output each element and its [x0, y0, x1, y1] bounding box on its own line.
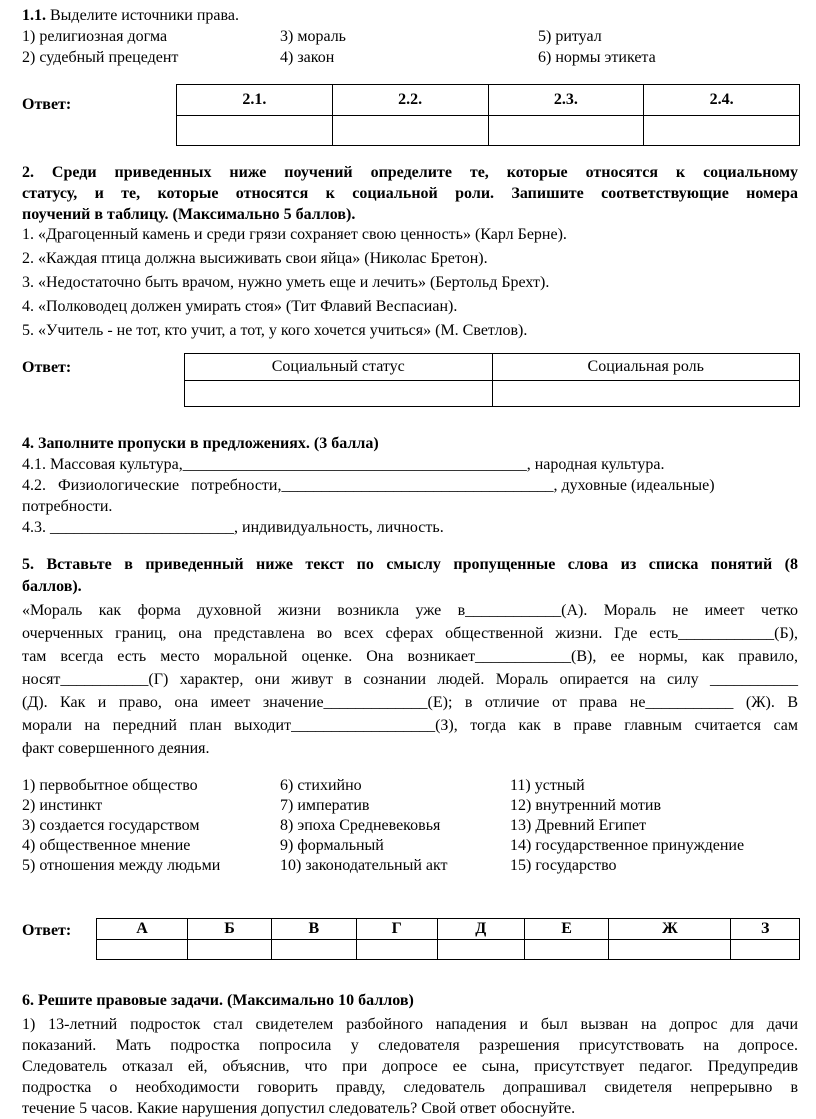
table3-cell[interactable] [97, 940, 188, 960]
q2-title: 2. Среди приведенных ниже поучений определите те, которые относятся к социальному статусу, и те, которые относятся к социальной роли. Запишите соответствующие номера поучений в таблицу. (Максимально 5 баллов). [22, 164, 798, 223]
q4-title: 4. Заполните пропуски в предложениях. (3 балла) [22, 435, 379, 452]
q5-option: 9) формальный [280, 837, 384, 854]
q5-option: 1) первобытное общество [22, 777, 198, 794]
q5-option: 13) Древний Египет [510, 817, 647, 834]
q5-option: 15) государство [510, 857, 617, 874]
q1-option: 1) религиозная догма [22, 28, 168, 45]
q4-section [22, 433, 798, 538]
table3-cell[interactable] [731, 940, 800, 960]
q5-option: 11) устный [510, 777, 585, 794]
q5-option: 2) инстинкт [22, 797, 103, 814]
table3-header: А [97, 919, 188, 940]
table1-cell[interactable] [177, 116, 333, 146]
table3-cell[interactable] [609, 940, 731, 960]
q6-title: 6. Решите правовые задачи. (Максимально 10 баллов) [22, 992, 414, 1009]
table1-cell[interactable] [332, 116, 488, 146]
table3-header: Ж [609, 919, 731, 940]
q2-item: 3. «Недостаточно быть врачом, нужно уметь еще и лечить» (Бертольд Брехт). [22, 274, 550, 291]
q2-item: 5. «Учитель - не тот, кто учит, а тот, у кого хочется учиться» (М. Светлов). [22, 322, 528, 339]
q4-line: 4.2. Физиологические потребности,__________________________________, духовные (идеальные) [22, 477, 715, 494]
q4-line: 4.3. _______________________, индивидуальность, личность. [22, 519, 444, 536]
q2-item: 1. «Драгоценный камень и среди грязи сохраняет свою ценность» (Карл Берне). [22, 226, 567, 243]
q5-text: «Мораль как форма духовной жизни возникла уже в____________(А). Мораль не имеет четко очерченных границ, она представлена во всех сферах общественной жизни. Где есть____________(Б), там всегда есть место моральной оценке. Она возникает____________(В), ее нормы, как правило, носят___________(Г) характер, они живут в сознании людей. Мораль опирается на силу ___________ (Д). Как и право, она имеет значение_____________(Е); в отличие от права не___________ (Ж). В морали на передний план выходит__________________(З), тогда как в праве главным считается сам факт совершенного деяния. [22, 602, 798, 757]
answer-table-1 [176, 84, 800, 146]
q6-section [22, 990, 798, 1119]
q2-items [22, 223, 798, 343]
q5-option: 10) законодательный акт [280, 857, 448, 874]
table1-cell[interactable] [644, 116, 800, 146]
table3-header: З [731, 919, 800, 940]
q1-option: 2) судебный прецедент [22, 49, 179, 66]
answer-table-2 [184, 353, 800, 407]
table2-cell[interactable] [492, 381, 800, 407]
q5-option: 6) стихийно [280, 777, 362, 794]
q1-section [22, 5, 798, 68]
answer-table-3 [96, 918, 800, 960]
answer-label: Ответ: [22, 922, 72, 939]
table3-cell[interactable] [524, 940, 609, 960]
q6-text: 1) 13-летний подросток стал свидетелем разбойного нападения и был вызван на допрос для дачи показаний. Мать подростка попросила у следователя разрешения присутствовать на допросе. Следователь отказал ей, объяснив, что при допросе ее сына, присутствует педагог. Предупредив подростка о необходимости говорить правду, следователь допрашивал свидетеля непрерывно в течение 5 часов. Какие нарушения допустил следователь? Свой ответ обоснуйте. [22, 1016, 798, 1117]
q5-section [22, 554, 798, 876]
q5-title: 5. Вставьте в приведенный ниже текст по смыслу пропущенные слова из списка понятий (8 баллов). [22, 556, 798, 595]
table1-cell[interactable] [488, 116, 644, 146]
q1-options [22, 26, 798, 68]
q2-item: 4. «Полководец должен умирать стоя» (Тит Флавий Веспасиан). [22, 298, 458, 315]
table1-header: 2.2. [332, 85, 488, 116]
q1-option: 5) ритуал [538, 28, 602, 45]
table2-header: Социальный статус [185, 354, 493, 381]
table1-header: 2.3. [488, 85, 644, 116]
q1-title: 1.1. Выделите источники права. [22, 7, 239, 24]
table3-header: Д [437, 919, 524, 940]
q5-option: 7) императив [280, 797, 370, 814]
q4-line: потребности. [22, 498, 113, 515]
table2-header: Социальная роль [492, 354, 800, 381]
table3-header: Е [524, 919, 609, 940]
q5-option: 3) создается государством [22, 817, 200, 834]
q5-option: 14) государственное принуждение [510, 837, 745, 854]
q5-options [22, 776, 798, 876]
q1-option: 3) мораль [280, 28, 346, 45]
table3-cell[interactable] [188, 940, 272, 960]
table3-cell[interactable] [356, 940, 437, 960]
table1-header: 2.4. [644, 85, 800, 116]
table3-cell[interactable] [437, 940, 524, 960]
q1-option: 4) закон [280, 49, 335, 66]
q5-option: 8) эпоха Средневековья [280, 817, 441, 834]
table3-header: В [272, 919, 357, 940]
answer-label: Ответ: [22, 359, 72, 376]
table3-header: Г [356, 919, 437, 940]
table3-header: Б [188, 919, 272, 940]
answer-label: Ответ: [22, 96, 72, 113]
q5-option: 12) внутренний мотив [510, 797, 662, 814]
q1-option: 6) нормы этикета [538, 49, 656, 66]
q2-item: 2. «Каждая птица должна высиживать свои яйца» (Николас Бретон). [22, 250, 488, 267]
q5-option: 5) отношения между людьми [22, 857, 221, 874]
q4-line: 4.1. Массовая культура,___________________________________________, народная культура. [22, 456, 665, 473]
q5-option: 4) общественное мнение [22, 837, 191, 854]
table1-header: 2.1. [177, 85, 333, 116]
table3-cell[interactable] [272, 940, 357, 960]
table2-cell[interactable] [185, 381, 493, 407]
q2-section [22, 162, 798, 343]
